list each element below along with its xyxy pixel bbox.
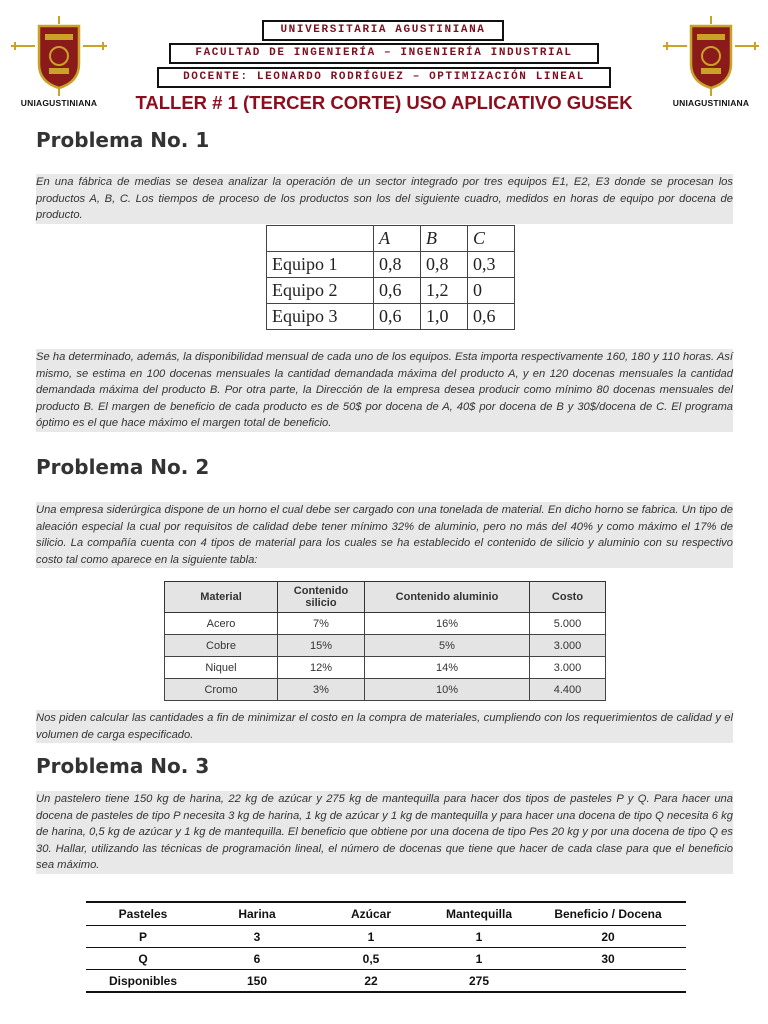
table-header-cell: Beneficio / Docena <box>530 902 686 926</box>
table-cell: 1 <box>314 926 428 948</box>
university-logo-right <box>656 16 766 108</box>
problem3-intro: Un pastelero tiene 150 kg de harina, 22 kg de azúcar y 275 kg de mantequilla para hacer dos tipos de pasteles P y Q. Para hacer una docena de pasteles de tipo P necesita 3 kg de harina, 1 kg de azúcar y 1 kg de mantequilla y para hacer una docena de tipo Q necesita 6 kg de harina, 0,5 kg de azúcar y 1 kg de mantequilla. El beneficio que obtiene por una docena de tipo Pes 20 kg y por una docena de tipo Q es 30. Hallar, utilizando las técnicas de programación lineal, el número de docenas que tiene que hacer de cada clase para que el beneficio sea máximo. <box>36 791 733 874</box>
table-cell: Cobre <box>165 635 278 657</box>
table-cell: Equipo 2 <box>267 278 374 304</box>
table-cell: Niquel <box>165 657 278 679</box>
logo-text: UNIAGUSTINIANA <box>20 98 98 108</box>
table-row <box>86 948 686 970</box>
table-cell: 3.000 <box>530 657 606 679</box>
table-header-cell: C <box>468 226 515 252</box>
header-university: UNIVERSITARIA AGUSTINIANA <box>262 20 504 41</box>
table-header-cell: Material <box>165 582 278 613</box>
table-header-cell: Costo <box>530 582 606 613</box>
table-row <box>86 970 686 993</box>
table-cell: 0,6 <box>468 304 515 330</box>
table-header-cell: Contenido aluminio <box>365 582 530 613</box>
table-cell: 1 <box>428 948 530 970</box>
table-cell: 30 <box>530 948 686 970</box>
problem2-body: Nos piden calcular las cantidades a fin de minimizar el costo en la compra de materiales, cumpliendo con los requerimientos de calidad y el volumen de carga especificado. <box>36 710 733 743</box>
table-cell: 5.000 <box>530 613 606 635</box>
table-cell: Acero <box>165 613 278 635</box>
table-row <box>165 613 606 635</box>
problem2-title: Problema No. 2 <box>36 455 210 479</box>
shield-icon <box>9 16 109 96</box>
table-cell: Disponibles <box>86 970 200 993</box>
table-header-row <box>267 226 515 252</box>
table-cell <box>530 970 686 993</box>
table-cell: Q <box>86 948 200 970</box>
table-cell: 20 <box>530 926 686 948</box>
table-cell: Equipo 3 <box>267 304 374 330</box>
university-logo-left <box>4 16 114 108</box>
table-cell: 1 <box>428 926 530 948</box>
table-cell: P <box>86 926 200 948</box>
table-header-cell: A <box>374 226 421 252</box>
problem1-intro: En una fábrica de medias se desea analizar la operación de un sector integrado por tres equipos E1, E2, E3 donde se procesan los productos A, B, C. Los tiempos de proceso de los productos son los del siguiente cuadro, medidos en horas de equipo por docena de producto. <box>36 174 733 224</box>
table-cell: 0,6 <box>374 278 421 304</box>
table-cell: 0,6 <box>374 304 421 330</box>
table-header-cell: Harina <box>200 902 314 926</box>
table-cell: 0,8 <box>421 252 468 278</box>
problem1-table <box>266 225 515 330</box>
table-cell: 6 <box>200 948 314 970</box>
table-header-row <box>165 582 606 613</box>
table-cell: 3 <box>200 926 314 948</box>
table-cell: 15% <box>278 635 365 657</box>
table-header-cell: Mantequilla <box>428 902 530 926</box>
table-row <box>165 657 606 679</box>
table-cell: 22 <box>314 970 428 993</box>
table-row <box>267 304 515 330</box>
table-cell: 1,2 <box>421 278 468 304</box>
table-header-cell: B <box>421 226 468 252</box>
page-title: TALLER # 1 (TERCER CORTE) USO APLICATIVO GUSEK <box>135 92 633 113</box>
table-cell: 275 <box>428 970 530 993</box>
table-cell: 7% <box>278 613 365 635</box>
table-cell: 3% <box>278 679 365 701</box>
table-cell: 10% <box>365 679 530 701</box>
logo-text: UNIAGUSTINIANA <box>672 98 750 108</box>
table-header-cell: Azúcar <box>314 902 428 926</box>
table-header-row <box>86 902 686 926</box>
table-cell: 12% <box>278 657 365 679</box>
problem2-intro: Una empresa siderúrgica dispone de un horno el cual debe ser cargado con una tonelada de material. En dicho horno se fabrica. Un tipo de aleación especial la cual por requisitos de calidad debe tener mínimo 32% de aluminio, pero no más del 40% y como máximo el 17% de silicio. La compañía cuenta con 4 tipos de material para los cuales se ha establecido el contenido de silicio y aluminio con su respectivo costo tal como aparece en la siguiente tabla: <box>36 502 733 568</box>
table-cell: 150 <box>200 970 314 993</box>
header-teacher: DOCENTE: LEONARDO RODRÍGUEZ – OPTIMIZACIÓN LINEAL <box>157 67 611 88</box>
table-cell: Equipo 1 <box>267 252 374 278</box>
shield-icon <box>661 16 761 96</box>
table-cell: 0,8 <box>374 252 421 278</box>
table-cell: Cromo <box>165 679 278 701</box>
problem2-table <box>164 581 606 701</box>
table-header-cell: Pasteles <box>86 902 200 926</box>
table-cell: 0,5 <box>314 948 428 970</box>
table-row <box>165 679 606 701</box>
table-row <box>267 252 515 278</box>
table-cell: 3.000 <box>530 635 606 657</box>
problem1-title: Problema No. 1 <box>36 128 210 152</box>
table-cell: 4.400 <box>530 679 606 701</box>
table-cell: 1,0 <box>421 304 468 330</box>
table-cell: 0,3 <box>468 252 515 278</box>
problem1-body: Se ha determinado, además, la disponibilidad mensual de cada uno de los equipos. Esta importa respectivamente 160, 180 y 110 horas. Así mismo, se estima en 100 docenas mensuales la cantidad demandada máxima del producto A, y en 120 docenas mensuales la cantidad demandada máxima del producto B. Por otra parte, la Dirección de la empresa desea producir como mínimo 80 docenas mensuales del producto B. El margen de beneficio de cada producto es de 50$ por docena de A, 40$ por docena de B y 30$/docena de C. El programa óptimo es el que hace máximo el margen total de beneficio. <box>36 349 733 432</box>
table-cell: 14% <box>365 657 530 679</box>
table-row <box>165 635 606 657</box>
problem3-table <box>86 901 686 993</box>
table-cell: 0 <box>468 278 515 304</box>
table-cell: 5% <box>365 635 530 657</box>
table-row <box>267 278 515 304</box>
table-row <box>86 926 686 948</box>
table-header-cell: Contenido silicio <box>278 582 365 613</box>
table-cell: 16% <box>365 613 530 635</box>
table-header-cell <box>267 226 374 252</box>
problem3-title: Problema No. 3 <box>36 754 210 778</box>
header-faculty: FACULTAD DE INGENIERÍA – INGENIERÍA INDUSTRIAL <box>169 43 599 64</box>
